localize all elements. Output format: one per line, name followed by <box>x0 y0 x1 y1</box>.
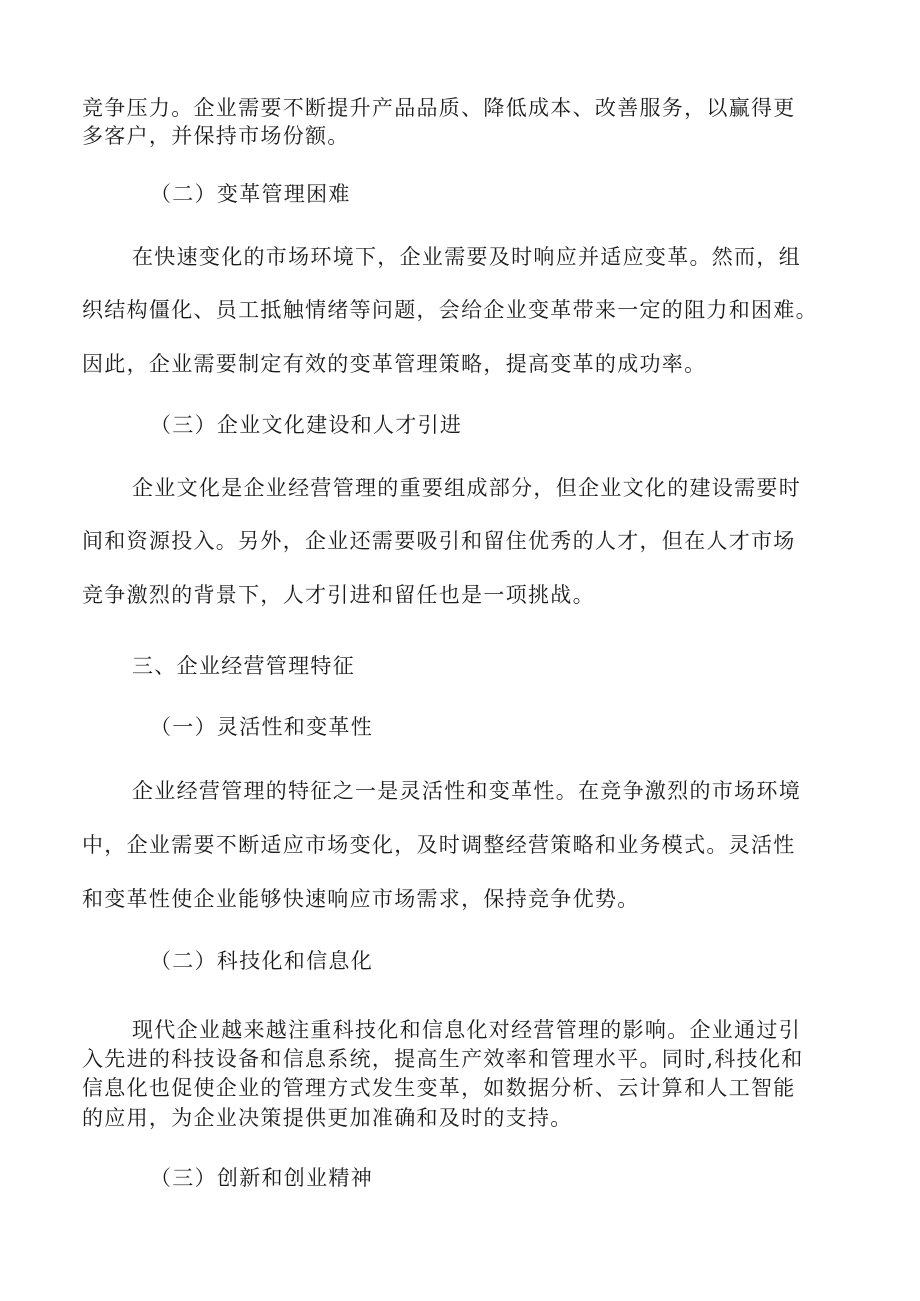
paragraph-line: 在快速变化的市场环境下，企业需要及时响应并适应变革。然而，组 <box>132 245 801 269</box>
paragraph-line: 企业文化是企业经营管理的重要组成部分，但企业文化的建设需要时 <box>132 476 801 500</box>
paragraph-line: 的应用，为企业决策提供更加准确和及时的支持。 <box>82 1106 573 1130</box>
subheading-tech-info: （二）科技化和信息化 <box>150 949 373 973</box>
paragraph-line: 多客户，并保持市场份额。 <box>82 124 350 148</box>
paragraph-line: 信息化也促使企业的管理方式发生变革，如数据分析、云计算和人工智能 <box>82 1076 796 1100</box>
paragraph-line: 织结构僵化、员工抵触情绪等问题，会给企业变革带来一定的阻力和困难。 <box>82 298 818 322</box>
paragraph-line: 因此，企业需要制定有效的变革管理策略，提高变革的成功率。 <box>82 352 707 376</box>
paragraph-line: 竞争压力。企业需要不断提升产品品质、降低成本、改善服务，以赢得更 <box>82 96 796 120</box>
paragraph-line: 企业经营管理的特征之一是灵活性和变革性。在竞争激烈的市场环境 <box>132 779 801 803</box>
subheading-change-management: （二）变革管理困难 <box>150 182 351 206</box>
subheading-innovation: （三）创新和创业精神 <box>150 1166 373 1190</box>
paragraph-line: 和变革性使企业能够快速响应市场需求，保持竞争优势。 <box>82 887 640 911</box>
paragraph-line: 现代企业越来越注重科技化和信息化对经营管理的影响。企业通过引 <box>132 1018 801 1042</box>
paragraph-line: 入先进的科技设备和信息系统，提高生产效率和管理水平。同时,科技化和 <box>82 1047 804 1071</box>
paragraph-line: 中，企业需要不断适应市场变化，及时调整经营策略和业务模式。灵活性 <box>82 833 796 857</box>
subheading-flexibility: （一）灵活性和变革性 <box>150 715 373 739</box>
subheading-culture-talent: （三）企业文化建设和人才引进 <box>150 413 463 437</box>
paragraph-line: 间和资源投入。另外，企业还需要吸引和留住优秀的人才，但在人才市场 <box>82 529 796 553</box>
section-heading: 三、企业经营管理特征 <box>132 654 355 678</box>
paragraph-line: 竞争激烈的背景下，人才引进和留任也是一项挑战。 <box>82 583 595 607</box>
